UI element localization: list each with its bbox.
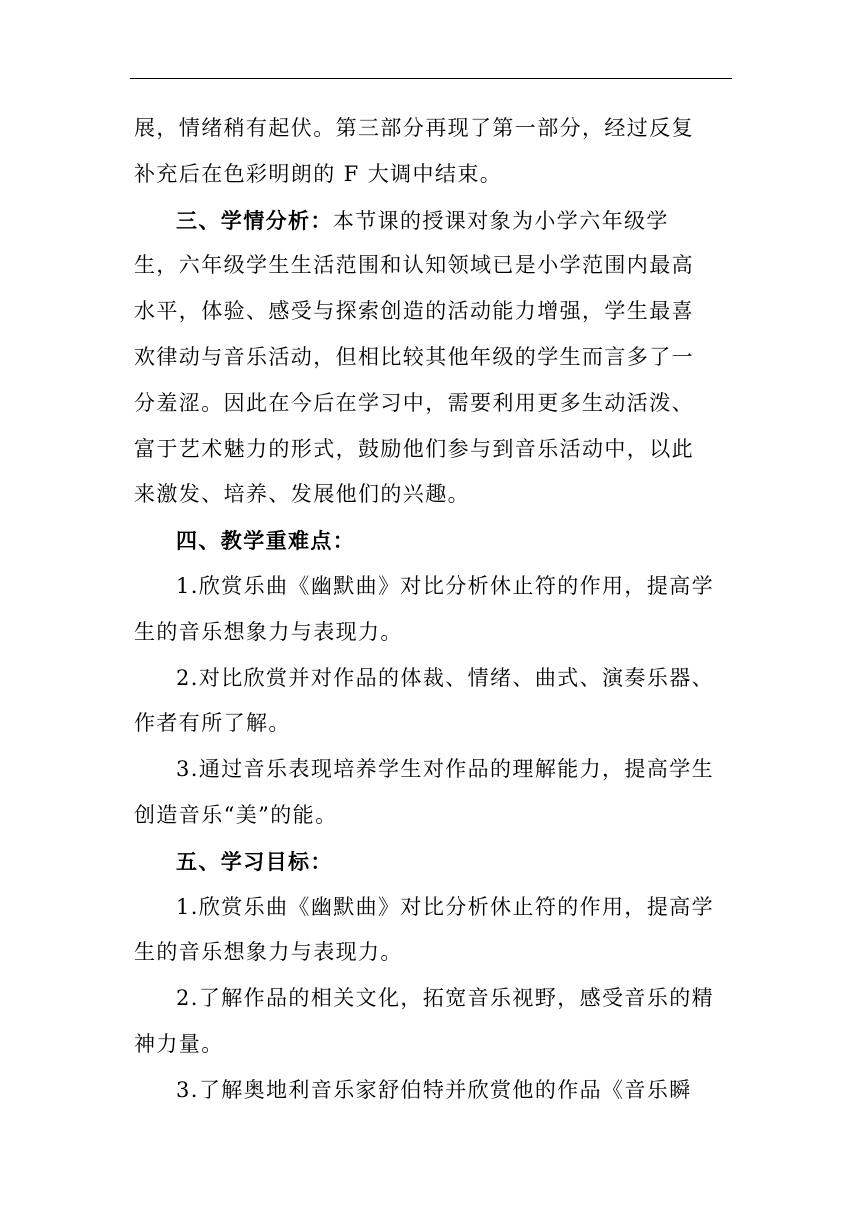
text-line-4: 生，六年级学生生活范围和认知领域已是小学范围内最高 [134,253,694,278]
text-line-5: 水平，体验、感受与探索创造的活动能力增强，学生最喜 [134,299,694,324]
section-3-line: 三、学情分析：本节课的授课对象为小学六年级学 [176,207,669,233]
text-line-15: 3.通过音乐表现培养学生对作品的理解能力，提高学生 [176,757,715,782]
text-line-7: 分羞涩。因此在今后在学习中，需要利用更多生动活泼、 [134,390,694,415]
header-rule [130,78,732,79]
text-line-18: 1.欣赏乐曲《幽默曲》对比分析休止符的作用，提高学 [176,894,715,919]
text-line-6: 欢律动与音乐活动，但相比较其他年级的学生而言多了一 [134,344,694,369]
text-line-14: 作者有所了解。 [134,711,291,736]
text-line-16: 创造音乐“美”的能。 [134,802,338,827]
text-line-11: 1.欣赏乐曲《幽默曲》对比分析休止符的作用，提高学 [176,573,715,598]
section-heading-4: 四、教学重难点： [176,528,356,554]
text-line-12: 生的音乐想象力与表现力。 [134,619,403,644]
text-line-19: 生的音乐想象力与表现力。 [134,940,403,965]
text-line-1: 展，情绪稍有起伏。第三部分再现了第一部分，经过反复 [134,116,694,140]
text-line-2: 补充后在色彩明朗的 F 大调中结束。 [134,161,503,186]
section-5-line [134,839,734,885]
text-line-8: 富于艺术魅力的形式，鼓励他们参与到音乐活动中，以此 [134,436,694,461]
text-line-22: 3.了解奥地利音乐家舒伯特并欣赏他的作品《音乐瞬 [176,1077,692,1102]
section-4-line [134,518,734,564]
text-line-9: 来激发、培养、发展他们的兴趣。 [134,482,470,507]
section-heading-5: 五、学习目标： [176,848,333,874]
text-line-21: 神力量。 [134,1031,224,1056]
text-line-13: 2.对比欣赏并对作品的体裁、情绪、曲式、演奏乐器、 [176,665,715,690]
section-heading-3: 三、学情分析： [176,207,333,233]
document-body [134,106,734,1114]
text-line-20: 2.了解作品的相关文化，拓宽音乐视野，感受音乐的精 [176,986,715,1011]
